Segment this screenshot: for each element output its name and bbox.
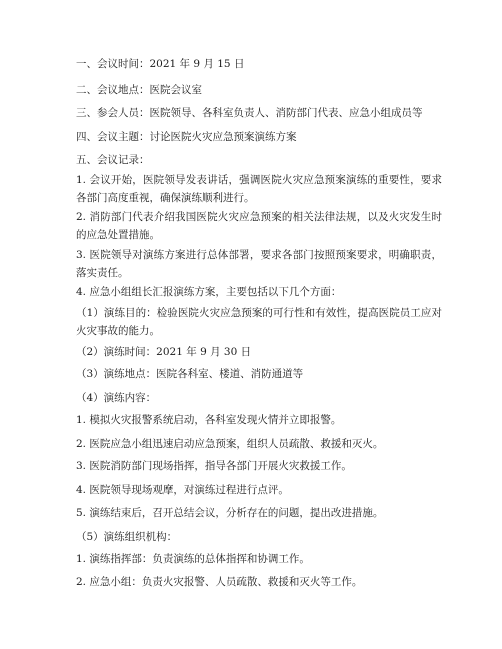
organization-item-2: 2. 应急小组：负责火灾报警、人员疏散、救援和灭火等工作。 bbox=[76, 576, 363, 588]
drill-content-item-5: 5. 演练结束后，召开总结会议，分析存在的问题，提出改进措施。 bbox=[76, 507, 384, 519]
organization-item-1: 1. 演练指挥部：负责演练的总体指挥和协调工作。 bbox=[76, 553, 310, 565]
drill-purpose: （1）演练目的：检验医院火灾应急预案的可行性和有效性，提高医院员工应对火灾事故的能力。 bbox=[76, 307, 442, 337]
drill-location: （3）演练地点：医院各科室、楼道、消防通道等 bbox=[76, 368, 304, 380]
meeting-topic: 四、会议主题：讨论医院火灾应急预案演练方案 bbox=[76, 131, 297, 143]
record-item-3: 3. 医院领导对演练方案进行总体部署，要求各部门按照预案要求，明确职责，落实责任。 bbox=[76, 249, 442, 279]
record-item-1: 1. 会议开始，医院领导发表讲话，强调医院火灾应急预案演练的重要性，要求各部门高度重视，确保演练顺利进行。 bbox=[76, 174, 442, 204]
meeting-location: 二、会议地点：医院会议室 bbox=[76, 84, 202, 96]
record-item-4: 4. 应急小组组长汇报演练方案，主要包括以下几个方面： bbox=[76, 286, 342, 298]
attendees: 三、参会人员：医院领导、各科室负责人、消防部门代表、应急小组成员等 bbox=[76, 107, 423, 119]
drill-content-heading: （4）演练内容： bbox=[76, 392, 157, 404]
drill-content-item-2: 2. 医院应急小组迅速启动应急预案，组织人员疏散、救援和灭火。 bbox=[76, 438, 384, 450]
meeting-record-heading: 五、会议记录： bbox=[76, 154, 150, 166]
drill-time: （2）演练时间：2021 年 9 月 30 日 bbox=[76, 346, 252, 358]
record-item-2: 2. 消防部门代表介绍我国医院火灾应急预案的相关法律法规，以及火灾发生时的应急处置措施。 bbox=[76, 211, 442, 241]
meeting-time: 一、会议时间：2021 年 9 月 15 日 bbox=[76, 58, 245, 70]
drill-content-item-3: 3. 医院消防部门现场指挥，指导各部门开展火灾救援工作。 bbox=[76, 460, 352, 472]
drill-content-item-1: 1. 模拟火灾报警系统启动，各科室发现火情并立即报警。 bbox=[76, 414, 342, 426]
drill-content-item-4: 4. 医院领导现场观摩，对演练过程进行点评。 bbox=[76, 484, 289, 496]
drill-organization-heading: （5）演练组织机构： bbox=[76, 531, 178, 543]
